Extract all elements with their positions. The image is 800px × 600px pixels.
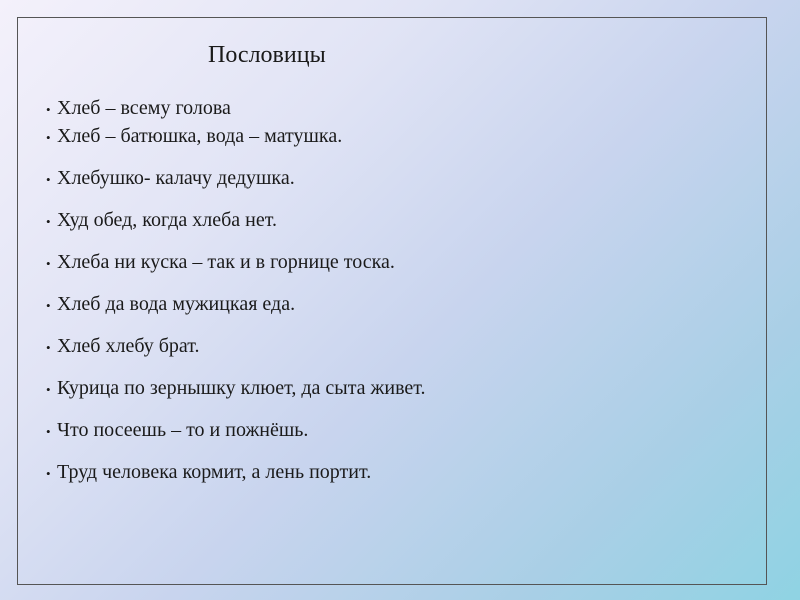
bullet-icon: • [46,172,51,187]
bullet-icon: • [46,340,51,355]
bullet-icon: • [46,102,51,117]
proverb-item [46,94,746,122]
proverb-item [46,248,746,276]
proverb-text: Хлеба ни куска – так и в горнице тоска. [57,251,395,273]
proverb-text: Хлеб – всему голова [57,97,231,119]
proverb-text: Хлеб хлебу брат. [57,335,200,357]
proverb-text: Худ обед, когда хлеба нет. [57,209,277,231]
bullet-icon: • [46,214,51,229]
proverb-item [46,374,746,402]
proverb-item [46,290,746,318]
bullet-icon: • [46,256,51,271]
slide-frame [17,17,767,585]
proverb-item [46,164,746,192]
proverb-text: Хлеб – батюшка, вода – матушка. [57,125,343,147]
slide-title: Пословицы [208,42,326,68]
bullet-icon: • [46,298,51,313]
proverb-text: Что посеешь – то и пожнёшь. [57,419,309,441]
bullet-icon: • [46,424,51,439]
proverb-item [46,458,746,486]
bullet-icon: • [46,382,51,397]
proverb-item [46,416,746,444]
proverb-item [46,332,746,360]
proverb-text: Труд человека кормит, а лень портит. [57,461,372,483]
proverb-text: Хлебушко- калачу дедушка. [57,167,295,189]
proverb-text: Курица по зернышку клюет, да сыта живет. [57,377,426,399]
proverb-text: Хлеб да вода мужицкая еда. [57,293,296,315]
proverb-item [46,122,746,150]
bullet-icon: • [46,130,51,145]
proverb-list [46,94,746,500]
proverb-item [46,206,746,234]
bullet-icon: • [46,466,51,481]
